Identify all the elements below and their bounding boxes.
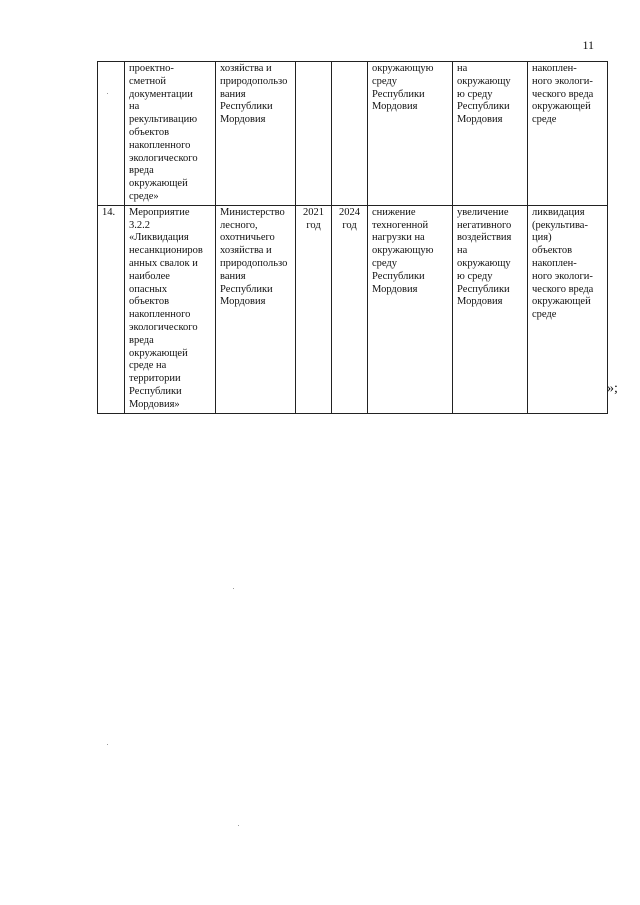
row-number-cell	[98, 62, 125, 206]
closing-quote-mark: »;	[607, 381, 618, 396]
scan-speck	[107, 93, 108, 94]
executor-cell: Министерство лесного, охотничьего хозяйства и природопользо вания Республики Мордовия	[216, 205, 296, 413]
scan-speck	[107, 744, 108, 745]
direct-result-cell: окружающую среду Республики Мордовия	[368, 62, 453, 206]
page-number: 11	[582, 38, 594, 52]
measures-table	[97, 61, 608, 414]
measure-cell: Мероприятие 3.2.2 «Ликвидация несанкциониров анных свалок и наиболее опасных объектов накопленного экологического вреда окружающей среде на территории Республики Мордовия»	[125, 205, 216, 413]
link-cell: накоплен- ного экологи- ческого вреда окружающей среде	[528, 62, 608, 206]
direct-result-cell: снижение техногенной нагрузки на окружающую среду Республики Мордовия	[368, 205, 453, 413]
measure-cell: проектно- сметной документации на рекультивацию объектов накопленного экологического вреда окружающей среде»	[125, 62, 216, 206]
row-number-cell: 14.	[98, 205, 125, 413]
end-year-cell	[332, 62, 368, 206]
start-year-cell: 2021 год	[296, 205, 332, 413]
table-row	[98, 62, 608, 206]
table-row	[98, 205, 608, 413]
start-year-cell	[296, 62, 332, 206]
scan-speck	[238, 825, 239, 826]
scan-speck	[233, 588, 234, 589]
consequences-cell: на окружающу ю среду Республики Мордовия	[453, 62, 528, 206]
consequences-cell: увеличение негативного воздействия на окружающу ю среду Республики Мордовия	[453, 205, 528, 413]
executor-cell: хозяйства и природопользо вания Республики Мордовия	[216, 62, 296, 206]
end-year-cell: 2024 год	[332, 205, 368, 413]
link-cell: ликвидация (рекультива- ция) объектов накоплен- ного экологи- ческого вреда окружающей среде	[528, 205, 608, 413]
